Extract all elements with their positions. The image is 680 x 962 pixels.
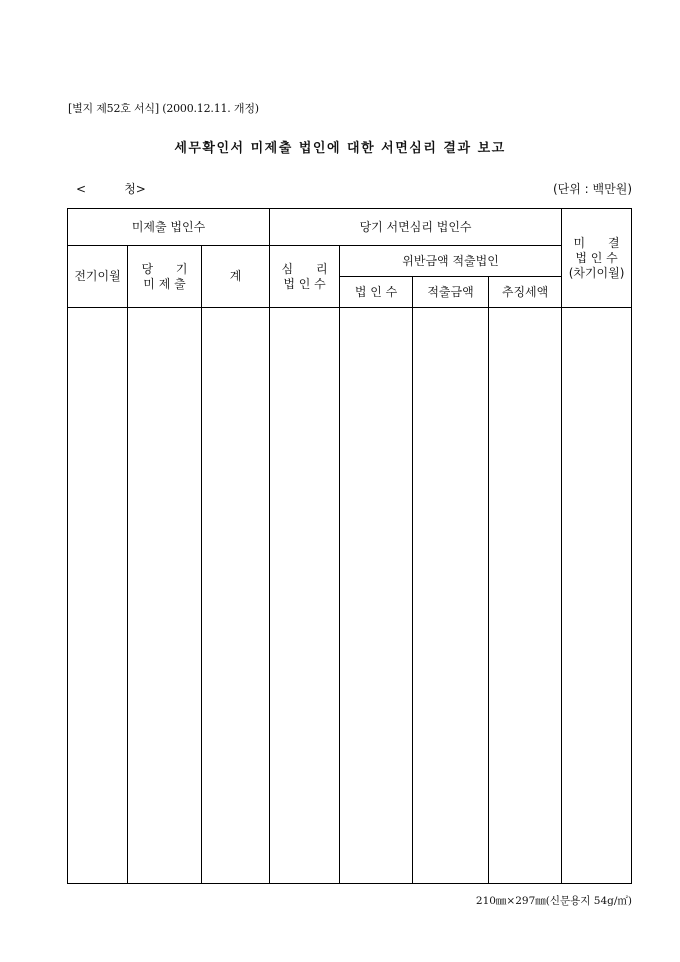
header-current-unsubmitted — [128, 246, 202, 308]
header-corp-count: 법 인 수 — [340, 277, 413, 308]
header-unsubmitted-corps: 미제출 법인수 — [68, 209, 270, 246]
header-pending-line2: 법 인 수 — [575, 250, 618, 265]
header-additional-tax: 추징세액 — [489, 277, 562, 308]
body-cell-current-unsubmitted — [128, 308, 202, 884]
header-current-line1: 당 기 — [141, 261, 188, 276]
report-table — [67, 208, 632, 884]
header-pending-corps — [562, 209, 632, 308]
page-title: 세무확인서 미제출 법인에 대한 서면심리 결과 보고 — [174, 141, 506, 156]
header-current-review-corps: 당기 서면심리 법인수 — [270, 209, 562, 246]
body-cell-pending-corps — [562, 308, 632, 884]
header-reviewed-line2: 법 인 수 — [283, 276, 326, 291]
header-prev-carryover: 전기이월 — [68, 246, 128, 308]
body-cell-additional-tax — [489, 308, 562, 884]
unit-label: (단위 : 백만원) — [553, 182, 632, 196]
body-cell-detected-amount — [413, 308, 489, 884]
paper-spec-footer: 210㎜×297㎜(신문용지 54g/㎡) — [475, 895, 632, 907]
form-reference: [별지 제52호 서식] (2000.12.11. 개정) — [68, 102, 259, 115]
body-cell-reviewed-corps — [270, 308, 340, 884]
body-cell-corp-count — [340, 308, 413, 884]
body-cell-total — [202, 308, 270, 884]
header-total: 계 — [202, 246, 270, 308]
header-current-line2: 미 제 출 — [143, 276, 186, 291]
body-cell-prev-carryover — [68, 308, 128, 884]
header-reviewed-corps — [270, 246, 340, 308]
agency-line: < 청> — [76, 182, 146, 196]
header-pending-line1: 미 결 — [573, 235, 620, 250]
header-reviewed-line1: 심 리 — [281, 261, 328, 276]
header-detected-amount: 적출금액 — [413, 277, 489, 308]
header-violation-corps: 위반금액 적출법인 — [340, 246, 562, 277]
header-pending-line3: (차기이월) — [568, 265, 625, 280]
